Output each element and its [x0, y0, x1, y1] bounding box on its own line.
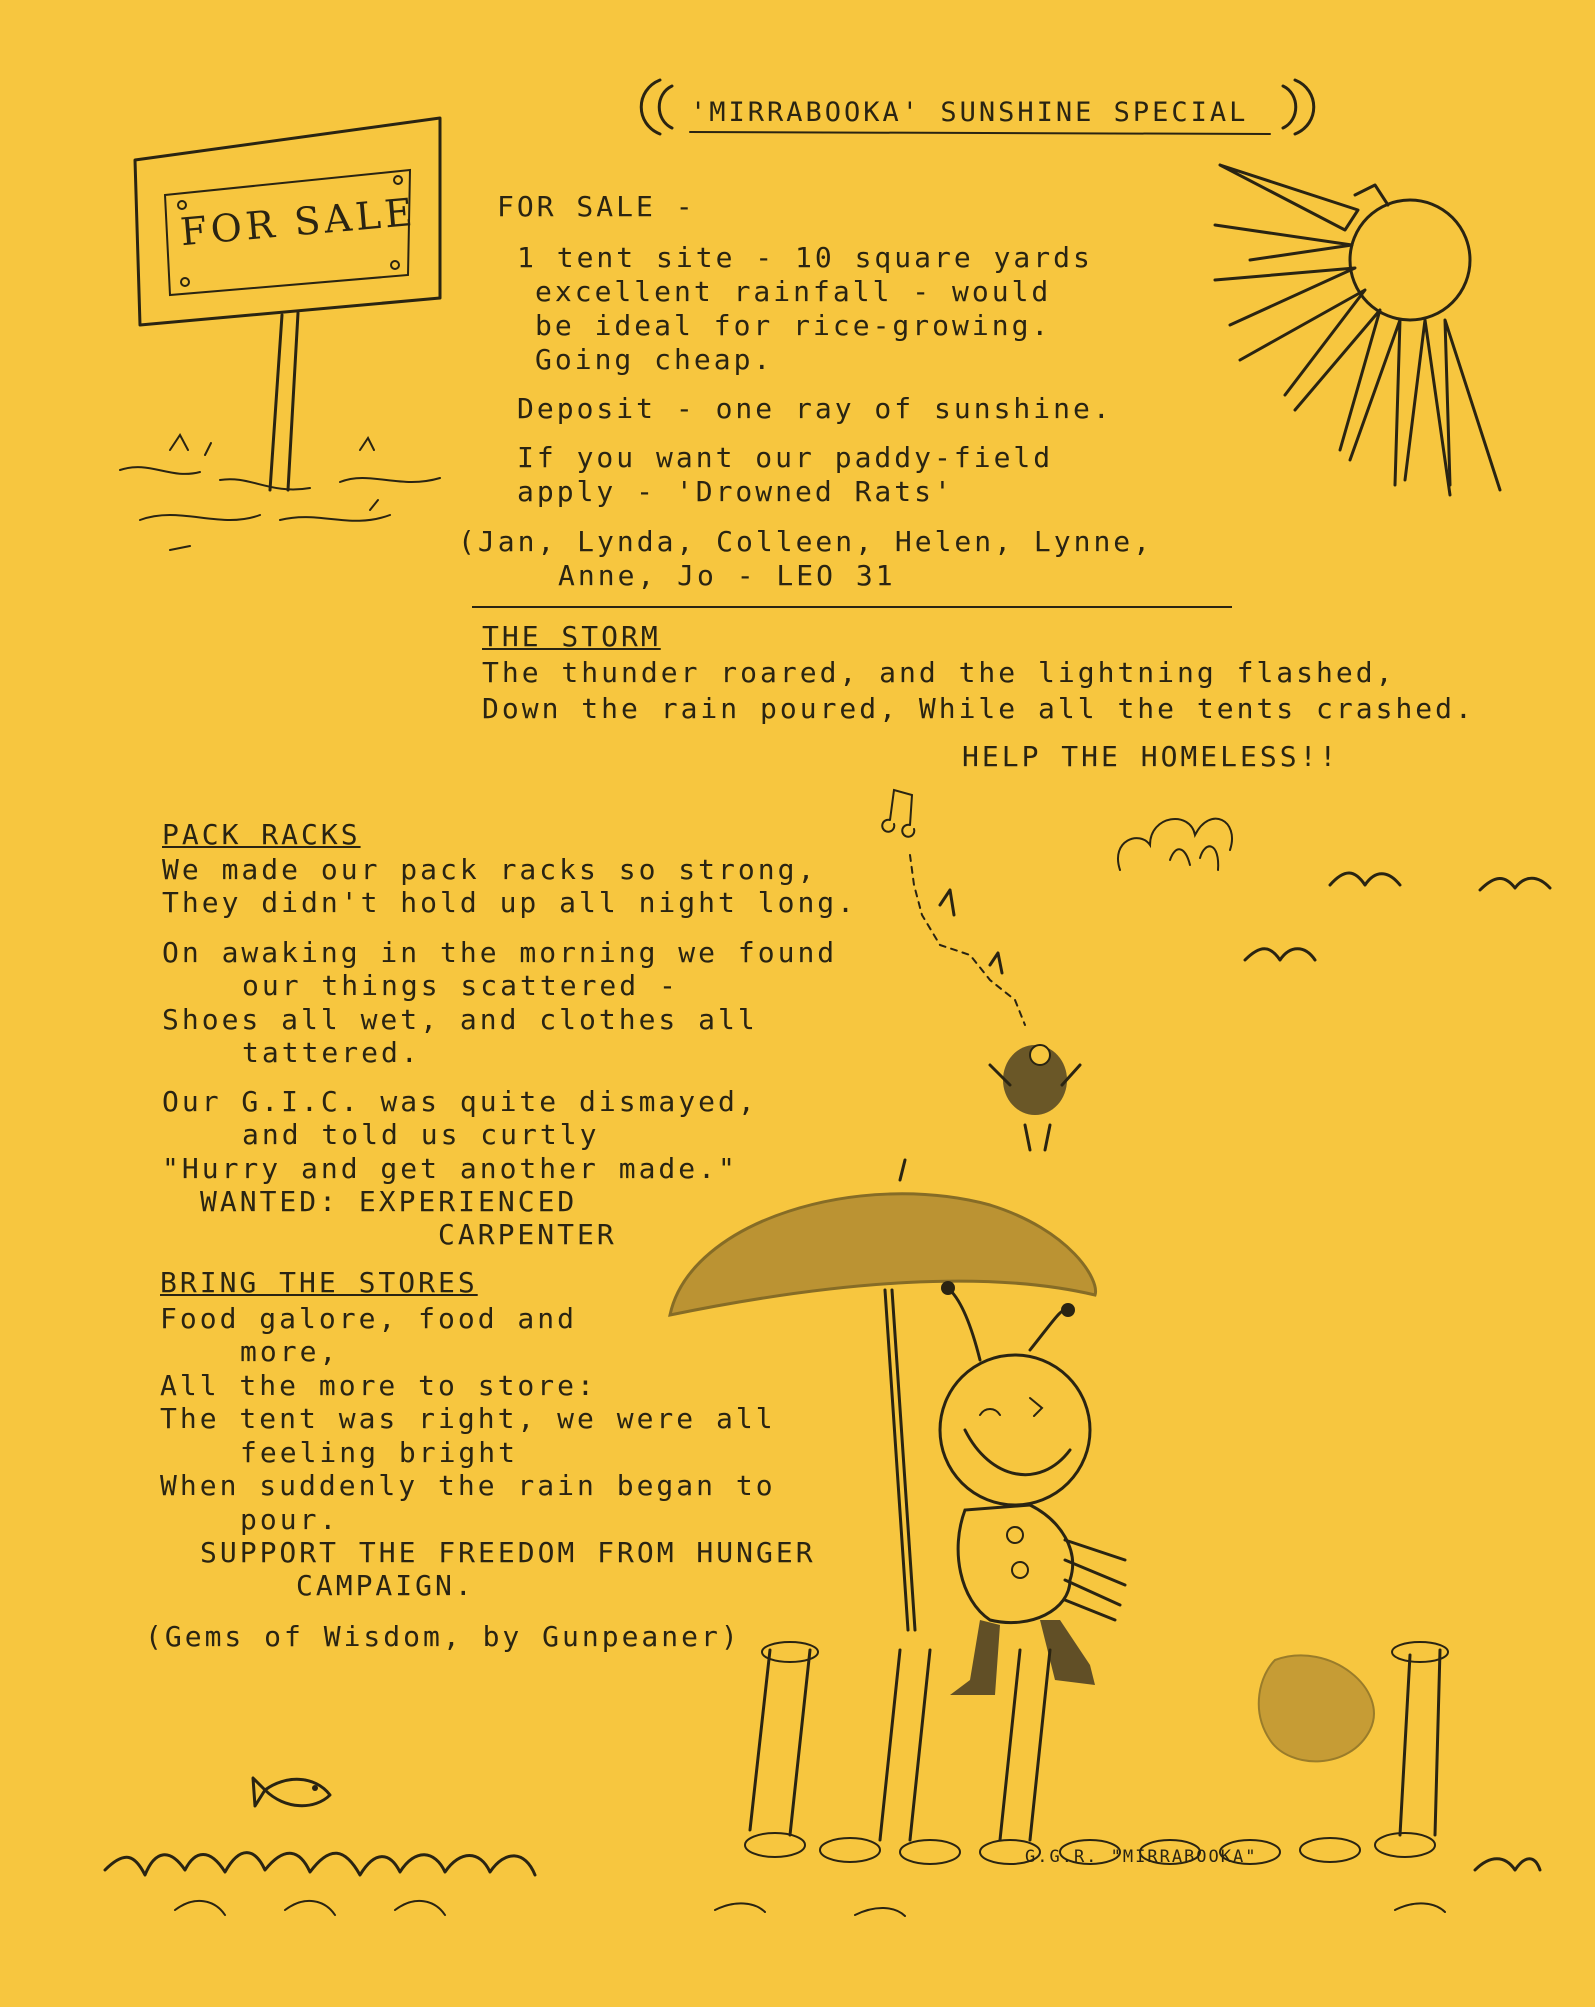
for-sale-line-4: Going cheap.	[535, 343, 774, 376]
stores-line-2: more,	[240, 1335, 340, 1368]
for-sale-sign-drawing	[110, 110, 460, 570]
pack-racks-para2-line-4: tattered.	[242, 1036, 421, 1069]
stores-line-6: When suddenly the rain began to	[160, 1469, 776, 1502]
for-sale-line-2: excellent rainfall - would	[535, 275, 1052, 308]
pack-racks-heading: PACK RACKS	[162, 818, 361, 851]
pack-racks-para2-line-2: our things scattered -	[242, 969, 679, 1002]
wanted-line-2: CARPENTER	[438, 1218, 617, 1251]
pack-racks-line-2: They didn't hold up all night long.	[162, 886, 858, 919]
credit-line-2: Anne, Jo - LEO 31	[558, 559, 896, 592]
bee-character-drawing	[880, 1280, 1200, 1700]
support-line-1: SUPPORT THE FREEDOM FROM HUNGER	[200, 1536, 816, 1569]
stores-credit: (Gems of Wisdom, by Gunpeaner)	[145, 1620, 741, 1653]
storm-line-1: The thunder roared, and the lightning flashed,	[482, 656, 1396, 689]
waves-and-fish-drawing	[95, 1760, 1545, 1930]
pack-racks-para2-line-3: Shoes all wet, and clothes all	[162, 1003, 758, 1036]
apply-line-1: If you want our paddy-field	[517, 441, 1054, 474]
pack-racks-para3-line-3: "Hurry and get another made."	[162, 1152, 738, 1185]
sign-text: FOR SALE	[178, 189, 419, 255]
pack-racks-para3-line-1: Our G.I.C. was quite dismayed,	[162, 1085, 758, 1118]
storm-slogan: HELP THE HOMELESS!!	[962, 740, 1340, 773]
cloud-and-birds-drawing	[1110, 790, 1560, 990]
wanted-line-1: WANTED: EXPERIENCED	[200, 1185, 578, 1218]
stores-line-5: feeling bright	[240, 1436, 519, 1469]
storm-line-2: Down the rain poured, While all the tents crashed.	[482, 692, 1475, 725]
credit-line-1: (Jan, Lynda, Colleen, Helen, Lynne,	[458, 525, 1154, 558]
raft-label: G.G.R. "MIRRABOOKA"	[1025, 1847, 1258, 1867]
pack-racks-para2-line-1: On awaking in the morning we found	[162, 936, 838, 969]
sun-drawing	[1210, 150, 1540, 510]
pack-racks-line-1: We made our pack racks so strong,	[162, 853, 818, 886]
for-sale-heading: FOR SALE -	[497, 190, 696, 223]
for-sale-line-1: 1 tent site - 10 square yards	[517, 241, 1093, 274]
deposit-line: Deposit - one ray of sunshine.	[517, 392, 1113, 425]
pack-racks-para3-line-2: and told us curtly	[242, 1118, 600, 1151]
stores-line-4: The tent was right, we were all	[160, 1402, 776, 1435]
stores-heading: BRING THE STORES	[160, 1266, 478, 1299]
for-sale-line-3: be ideal for rice-growing.	[535, 309, 1052, 342]
divider-line	[472, 606, 1232, 608]
stores-line-3: All the more to store:	[160, 1369, 597, 1402]
storm-heading: THE STORM	[482, 620, 661, 653]
stores-line-1: Food galore, food and	[160, 1302, 578, 1335]
support-line-2: CAMPAIGN.	[296, 1569, 475, 1602]
apply-line-2: apply - 'Drowned Rats'	[517, 475, 954, 508]
stores-line-7: pour.	[240, 1503, 340, 1536]
page-title: 'MIRRABOOKA' SUNSHINE SPECIAL	[690, 97, 1249, 128]
